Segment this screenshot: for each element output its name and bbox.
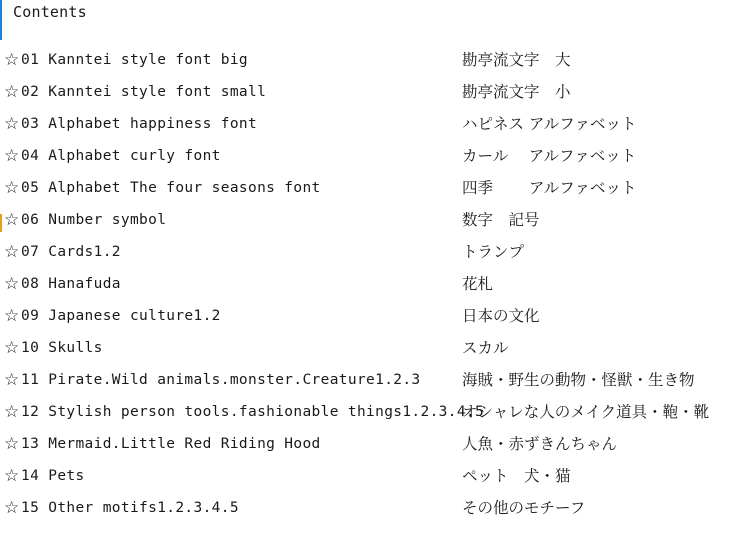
star-icon: ☆ — [4, 370, 20, 390]
star-icon: ☆ — [4, 466, 20, 486]
star-icon: ☆ — [4, 274, 20, 294]
list-item[interactable] — [4, 44, 744, 76]
list-item[interactable] — [4, 76, 744, 108]
star-icon: ☆ — [4, 498, 20, 518]
list-item[interactable] — [4, 460, 744, 492]
list-item[interactable] — [4, 332, 744, 364]
left-accent-bar — [0, 0, 2, 40]
item-japanese-title: カール アルファベット — [462, 147, 637, 165]
item-english-title: 10 Skulls — [21, 340, 103, 356]
list-item[interactable] — [4, 236, 744, 268]
star-icon: ☆ — [4, 402, 20, 422]
left-marker-bar — [0, 214, 2, 232]
item-japanese-title: 勘亭流文字 大 — [462, 51, 571, 69]
list-item[interactable] — [4, 492, 744, 524]
list-item[interactable] — [4, 268, 744, 300]
item-english-title: 07 Cards1.2 — [21, 244, 121, 260]
item-japanese-title: 数字 記号 — [462, 211, 540, 229]
item-japanese-title: ペット 犬・猫 — [462, 467, 571, 485]
item-english-title: 08 Hanafuda — [21, 276, 121, 292]
list-item[interactable] — [4, 428, 744, 460]
star-icon: ☆ — [4, 210, 20, 230]
star-icon: ☆ — [4, 306, 20, 326]
item-english-title: 03 Alphabet happiness font — [21, 116, 258, 132]
item-japanese-title: その他のモチーフ — [462, 499, 586, 517]
star-icon: ☆ — [4, 82, 20, 102]
list-item[interactable] — [4, 396, 744, 428]
contents-list — [4, 44, 744, 524]
list-item[interactable] — [4, 172, 744, 204]
item-english-title: 06 Number symbol — [21, 212, 167, 228]
item-english-title: 13 Mermaid.Little Red Riding Hood — [21, 436, 321, 452]
star-icon: ☆ — [4, 146, 20, 166]
item-japanese-title: 四季 アルファベット — [462, 179, 637, 197]
list-item[interactable] — [4, 364, 744, 396]
star-icon: ☆ — [4, 50, 20, 70]
item-japanese-title: ハピネス アルファベット — [462, 115, 637, 133]
item-japanese-title: 花札 — [462, 275, 494, 293]
star-icon: ☆ — [4, 114, 20, 134]
item-japanese-title: スカル — [462, 339, 509, 357]
item-english-title: 04 Alphabet curly font — [21, 148, 221, 164]
item-japanese-title: オシャレな人のメイク道具・鞄・靴 — [462, 403, 710, 421]
item-japanese-title: 人魚・赤ずきんちゃん — [462, 435, 618, 453]
item-english-title: 12 Stylish person tools.fashionable things1.2.3.4.5 — [21, 404, 485, 420]
item-japanese-title: 海賊・野生の動物・怪獣・生き物 — [462, 371, 695, 389]
list-item[interactable] — [4, 108, 744, 140]
star-icon: ☆ — [4, 242, 20, 262]
list-item[interactable] — [4, 204, 744, 236]
page-title: Contents — [13, 3, 87, 21]
item-japanese-title: 日本の文化 — [462, 307, 540, 325]
item-english-title: 15 Other motifs1.2.3.4.5 — [21, 500, 239, 516]
list-item[interactable] — [4, 300, 744, 332]
item-english-title: 02 Kanntei style font small — [21, 84, 267, 100]
item-english-title: 11 Pirate.Wild animals.monster.Creature1.2.3 — [21, 372, 421, 388]
item-japanese-title: 勘亭流文字 小 — [462, 83, 571, 101]
star-icon: ☆ — [4, 178, 20, 198]
list-item[interactable] — [4, 140, 744, 172]
item-english-title: 14 Pets — [21, 468, 85, 484]
star-icon: ☆ — [4, 434, 20, 454]
star-icon: ☆ — [4, 338, 20, 358]
item-english-title: 01 Kanntei style font big — [21, 52, 248, 68]
item-english-title: 05 Alphabet The four seasons font — [21, 180, 321, 196]
item-english-title: 09 Japanese culture1.2 — [21, 308, 221, 324]
item-japanese-title: トランプ — [462, 243, 525, 261]
